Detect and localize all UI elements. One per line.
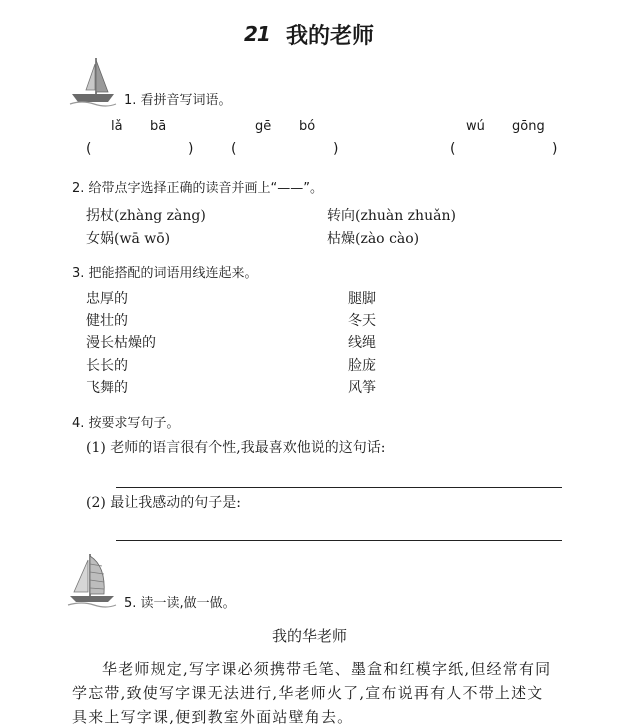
answer-blank-close: ) — [552, 141, 558, 157]
question-2-label: 2. 给带点字选择正确的读音并画上“——”。 — [72, 181, 324, 196]
match-left-item[interactable]: 飞舞的 — [86, 380, 128, 396]
match-left-item[interactable]: 忠厚的 — [86, 291, 128, 307]
pinyin-la: lǎ — [111, 119, 123, 134]
sailboat-icon — [68, 54, 118, 108]
answer-blank-close: ) — [333, 141, 339, 157]
match-left-item[interactable]: 健壮的 — [86, 313, 128, 329]
question-4-sub-1: (1) 老师的语言很有个性,我最喜欢他说的这句话: — [86, 440, 386, 456]
lesson-number: 21 — [244, 22, 270, 46]
answer-blank-open[interactable]: ( — [450, 141, 456, 157]
question-1-label: 1. 看拼音写词语。 — [124, 93, 232, 108]
pronunciation-item[interactable]: 枯燥(zào cào) — [327, 231, 420, 247]
pronunciation-item[interactable]: 女娲(wā wō) — [86, 231, 171, 247]
pinyin-wu: wú — [466, 119, 485, 134]
story-title: 我的华老师 — [272, 627, 348, 645]
pinyin-bo: bó — [299, 119, 316, 134]
answer-blank-open[interactable]: ( — [86, 141, 92, 157]
answer-line-1[interactable] — [116, 487, 562, 488]
story-line: 具来上写字课,便到教室外面站壁角去。 — [72, 708, 354, 726]
story-line: 华老师规定,写字课必须携带毛笔、墨盒和红模字纸,但经常有同 — [102, 660, 552, 678]
question-4-label: 4. 按要求写句子。 — [72, 416, 180, 431]
pinyin-gong: gōng — [512, 119, 545, 134]
match-right-item[interactable]: 脸庞 — [348, 358, 376, 374]
story-line: 学忘带,致使写字课无法进行,华老师火了,宣布说再有人不带上述文 — [72, 684, 544, 702]
match-left-item[interactable]: 漫长枯燥的 — [86, 335, 156, 351]
sailboat-icon — [66, 552, 118, 608]
answer-blank-open[interactable]: ( — [231, 141, 237, 157]
answer-blank-close: ) — [188, 141, 194, 157]
match-right-item[interactable]: 腿脚 — [348, 291, 376, 307]
match-left-item[interactable]: 长长的 — [86, 358, 128, 374]
page-title: 我的老师 — [286, 23, 375, 49]
question-3-label: 3. 把能搭配的词语用线连起来。 — [72, 266, 258, 281]
match-right-item[interactable]: 风筝 — [348, 380, 376, 396]
pronunciation-item[interactable]: 拐杖(zhàng zàng) — [86, 208, 206, 224]
match-right-item[interactable]: 冬天 — [348, 313, 376, 329]
question-4-sub-2: (2) 最让我感动的句子是: — [86, 495, 241, 511]
question-5-label: 5. 读一读,做一做。 — [124, 596, 236, 611]
pinyin-ba: bā — [150, 119, 167, 134]
pinyin-ge: gē — [255, 119, 272, 134]
match-right-item[interactable]: 线绳 — [348, 335, 376, 351]
pronunciation-item[interactable]: 转向(zhuàn zhuǎn) — [327, 208, 456, 224]
answer-line-2[interactable] — [116, 540, 562, 541]
